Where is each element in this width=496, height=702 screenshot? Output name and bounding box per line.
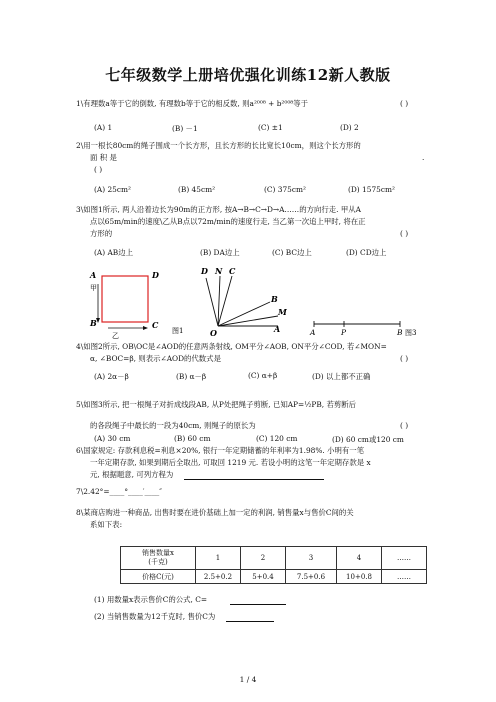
- label-N: N: [215, 266, 223, 276]
- q5-line2: 的各段绳子中最长的一段为40cm, 则绳子的原长为: [90, 421, 256, 430]
- label-C: C: [152, 320, 159, 330]
- q2-option-a: (A) 25cm²: [94, 185, 131, 194]
- label-A2: A: [274, 324, 281, 334]
- figure-1-square: [89, 270, 183, 340]
- q6-answer-blank: [184, 479, 324, 480]
- table-cell: 2: [241, 547, 286, 570]
- q3-line2: 点以65m/min的速度\乙从B点以72m/min的速度行走, 当乙第一次追上甲时, 将在正: [90, 217, 366, 226]
- q5-paren: ( ): [400, 421, 409, 430]
- table-row: [121, 570, 427, 584]
- table-cell: 10+0.8: [337, 570, 382, 584]
- q4-line2: α, ∠BOC=β, 则表示∠AOD的代数式是: [90, 354, 221, 363]
- q5-option-b: (B) 60 cm: [174, 434, 211, 443]
- q2-option-b: (B) 45cm²: [178, 185, 216, 194]
- q5-line1: 5\如图3所示, 把一根绳子对折成线段AB, 从P处把绳子剪断, 已知AP=½PB, 若剪断后: [76, 400, 357, 409]
- q7-text: 7\2.42°=____°____′____″: [76, 487, 163, 496]
- q4-option-c: (C) α+β: [248, 371, 278, 380]
- ray-OD: [206, 278, 218, 326]
- q2-option-d: (D) 1575cm²: [348, 185, 395, 194]
- q8-sub2-blank: [226, 621, 274, 622]
- label-A3: A: [310, 328, 316, 337]
- table-cell: 销售数量x (千克): [121, 547, 196, 570]
- q8-sub2: (2) 当销售数量为12千克时, 售价C为: [94, 612, 216, 621]
- figure-3-caption: 图3: [405, 329, 417, 337]
- table-cell: 5+0.4: [241, 570, 286, 584]
- q8-line2: 系如下表:: [90, 520, 123, 529]
- q5-option-a: (A) 30 cm: [94, 434, 131, 443]
- q4-option-d: (D) 以上都不正确: [312, 372, 371, 381]
- label-B: B: [90, 318, 97, 328]
- q3-option-d: (D) CD边上: [346, 248, 387, 257]
- label-D: D: [152, 270, 159, 280]
- table-cell: ……: [382, 570, 427, 584]
- q6-line2: 一年定期存款, 如果到期后全取出, 可取回 1219 元. 若设小明的这笔一年定期存款是 x: [90, 458, 371, 467]
- ray-OB: [218, 302, 270, 326]
- q5-option-c: (C) 120 cm: [256, 434, 298, 443]
- q2-option-c: (C) 375cm²: [264, 185, 306, 194]
- table-cell: 价格C(元): [121, 570, 196, 584]
- q3-option-b: (B) DA边上: [200, 248, 240, 257]
- q8-sub1: (1) 用数量x表示售价C的公式, C=: [94, 595, 208, 604]
- figures-row: [88, 262, 428, 340]
- q1-option-d: (D) 2: [340, 123, 359, 132]
- q2-line1: 2\用一根长80cm的绳子围成一个长方形，且长方形的长比宽长10cm，则这个长方形的: [76, 141, 361, 150]
- q2-paren: ( ): [94, 165, 103, 174]
- figure-3-segment: [309, 321, 416, 337]
- page-number: 1 / 4: [239, 675, 257, 684]
- label-C2: C: [229, 266, 236, 276]
- q1-option-a: (A) 1: [94, 123, 113, 132]
- ray-OM: [218, 316, 278, 326]
- table-cell: 1: [196, 547, 241, 570]
- q4-option-a: (A) 2α－β: [94, 372, 129, 381]
- table-cell: 7.5+0.6: [286, 570, 337, 584]
- label-P: P: [341, 328, 347, 337]
- q3-option-c: (C) BC边上: [272, 248, 312, 257]
- q5-option-d: (D) 60 cm或120 cm: [332, 435, 404, 444]
- q8-sub1-blank: [230, 604, 286, 605]
- square-shape: [102, 276, 148, 322]
- q2-line2: 面 积 是: [90, 153, 117, 162]
- price-table: [120, 546, 427, 584]
- figure-2-angles: [200, 266, 288, 338]
- label-A: A: [90, 270, 97, 280]
- q3-paren: ( ): [400, 229, 409, 238]
- figure-1-caption: 图1: [172, 327, 184, 335]
- label-yi: 乙: [112, 332, 119, 340]
- table-row: [121, 547, 427, 570]
- q1-option-b: (B) －1: [172, 124, 198, 133]
- arrow-yi-head: [143, 326, 148, 330]
- q8-line1: 8\某商店购进一种商品, 出售时要在进价基础上加一定的利润, 销售量x与售价C间的关: [76, 508, 354, 517]
- label-B2: B: [271, 294, 278, 304]
- q4-option-b: (B) α－β: [176, 372, 207, 381]
- table-cell: 3: [286, 547, 337, 570]
- q3-line1: 3\如图1所示, 两人沿着边长为90m的正方形, 按A→B→C→D→A……的方向行走. 甲从A: [76, 205, 361, 214]
- q3-line3: 方形的: [90, 229, 113, 238]
- q1-stem: 1\有理数a等于它的倒数, 有理数b等于它的相反数, 则a²⁰⁰⁸ + b²⁰⁰⁸等于: [76, 99, 309, 108]
- table-cell: 2.5+0.2: [196, 570, 241, 584]
- label-D2: D: [201, 266, 208, 276]
- table-cell: ……: [382, 547, 427, 570]
- page-title: 七年级数学上册培优强化训练12新人教版: [105, 66, 391, 84]
- label-O: O: [210, 328, 217, 338]
- q3-option-a: (A) AB边上: [94, 248, 134, 257]
- q4-paren: ( ): [400, 354, 409, 363]
- label-M: M: [278, 307, 287, 317]
- label-B3: B: [397, 328, 403, 337]
- table-cell: 4: [337, 547, 382, 570]
- q1-option-c: (C) ±1: [258, 123, 283, 132]
- q4-line1: 4\如图2所示, OB\OC是∠AOD的任意两条射线, OM平分∠AOB, ON平分∠COD, 若∠MON=: [76, 342, 387, 351]
- q2-dot: .: [422, 153, 425, 162]
- label-jia: 甲: [90, 284, 97, 292]
- q6-line3: 元, 根据题意, 可列方程为: [90, 470, 174, 479]
- q6-line1: 6\国家规定: 存款利息税=利息×20%, 银行一年定期储蓄的年利率为1.98%. 小明有一笔: [76, 446, 365, 455]
- q1-paren: ( ): [400, 99, 409, 108]
